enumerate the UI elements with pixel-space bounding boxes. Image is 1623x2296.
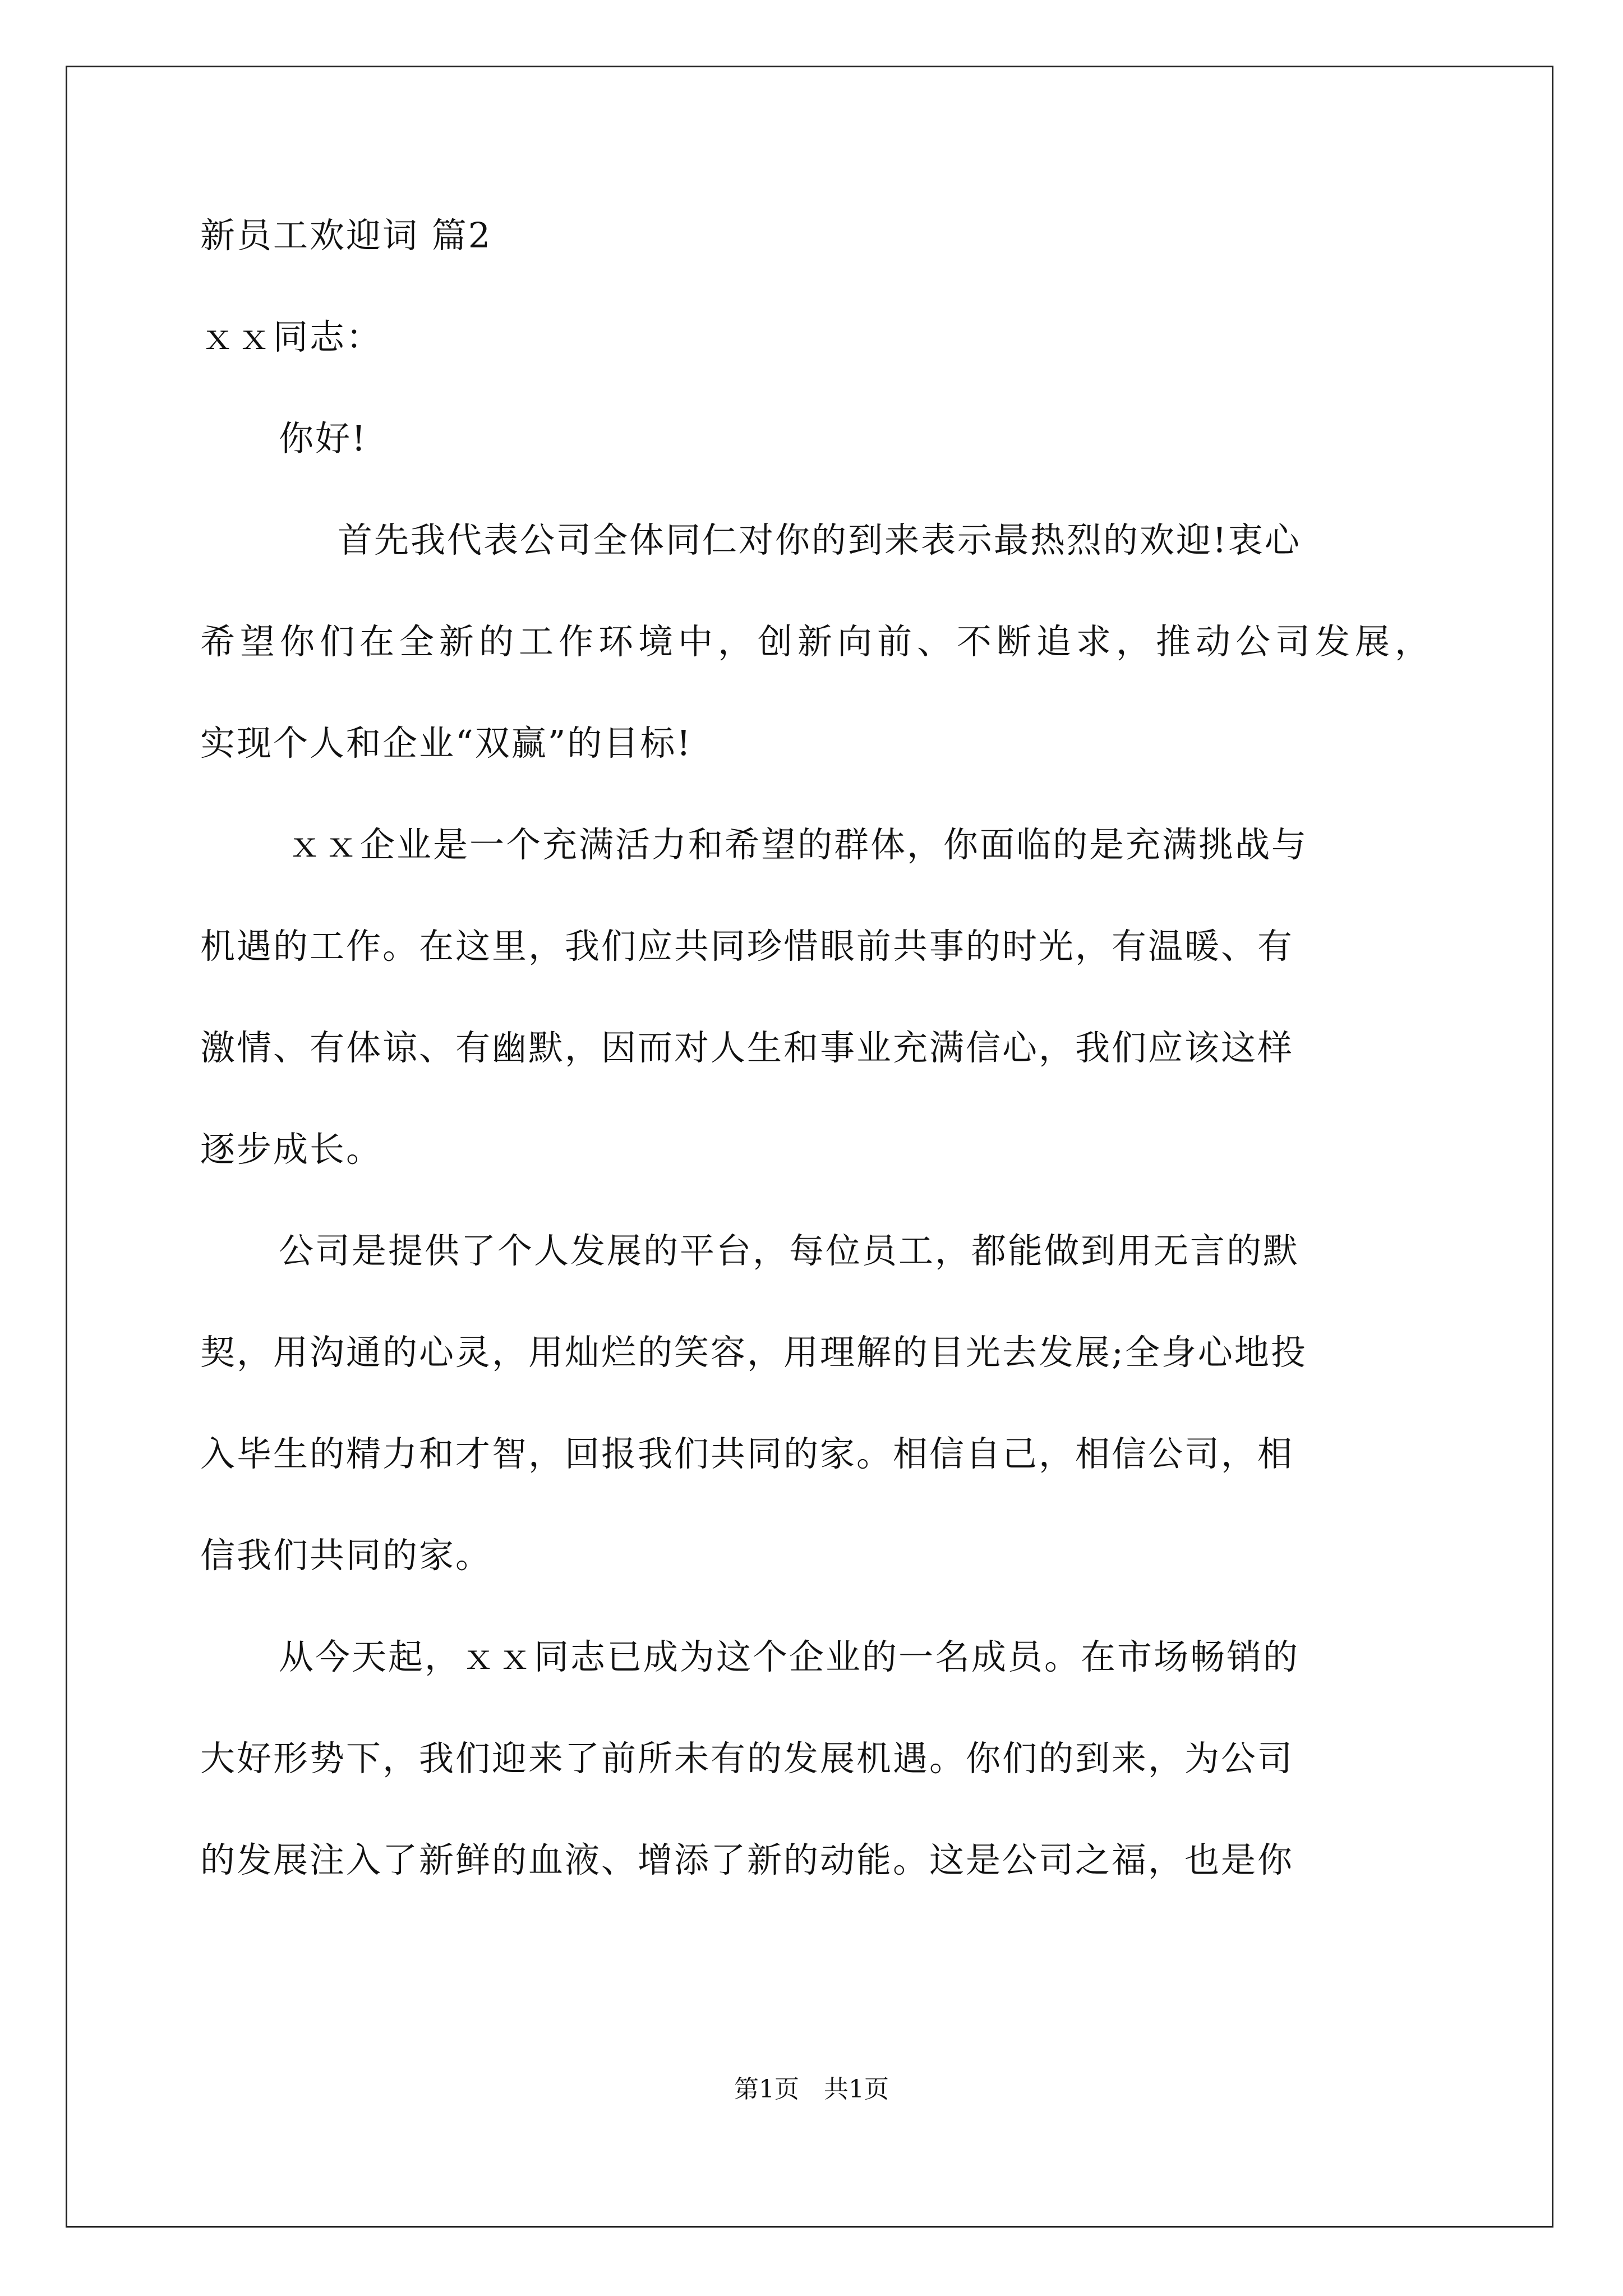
paragraph-line: 从今天起，ｘｘ同志已成为这个企业的一名成员。在市场畅销的 — [279, 1636, 1300, 1677]
paragraph-line: 希望你们在全新的工作环境中，创新向前、不断追求，推动公司发展， — [200, 621, 1431, 662]
salutation: ｘｘ同志： — [200, 316, 383, 357]
paragraph-line: 入毕生的精力和才智，回报我们共同的家。相信自己，相信公司，相 — [200, 1433, 1294, 1474]
paragraph-line: 契，用沟通的心灵，用灿烂的笑容，用理解的目光去发展;全身心地投 — [200, 1332, 1307, 1373]
page-footer: 第1页 共1页 — [734, 2075, 889, 2104]
paragraph-line: 的发展注入了新鲜的血液、增添了新的动能。这是公司之福，也是你 — [200, 1839, 1294, 1880]
document-title: 新员工欢迎词 篇2 — [200, 215, 492, 256]
document-body — [200, 216, 1434, 1942]
paragraph-line: 逐步成长。 — [200, 1129, 383, 1170]
paragraph-line: 信我们共同的家。 — [200, 1535, 492, 1576]
paragraph-3 — [200, 1231, 1434, 1575]
paragraph-2 — [200, 825, 1434, 1169]
paragraph-line: 实现个人和企业“双赢”的目标! — [200, 723, 693, 763]
paragraph-line: ｘｘ企业是一个充满活力和希望的群体，你面临的是充满挑战与 — [287, 824, 1308, 865]
paragraph-line: 公司是提供了个人发展的平台，每位员工，都能做到用无言的默 — [279, 1230, 1300, 1271]
paragraph-line: 首先我代表公司全体同仁对你的到来表示最热烈的欢迎!衷心 — [338, 519, 1301, 560]
paragraph-1 — [200, 521, 1434, 763]
paragraph-line: 大好形势下，我们迎来了前所未有的发展机遇。你们的到来，为公司 — [200, 1738, 1294, 1779]
paragraph-4 — [200, 1637, 1434, 1880]
greeting: 你好! — [279, 418, 367, 459]
paragraph-line: 机遇的工作。在这里，我们应共同珍惜眼前共事的时光，有温暖、有 — [200, 926, 1294, 967]
paragraph-line: 激情、有体谅、有幽默，因而对人生和事业充满信心，我们应该这样 — [200, 1027, 1294, 1068]
